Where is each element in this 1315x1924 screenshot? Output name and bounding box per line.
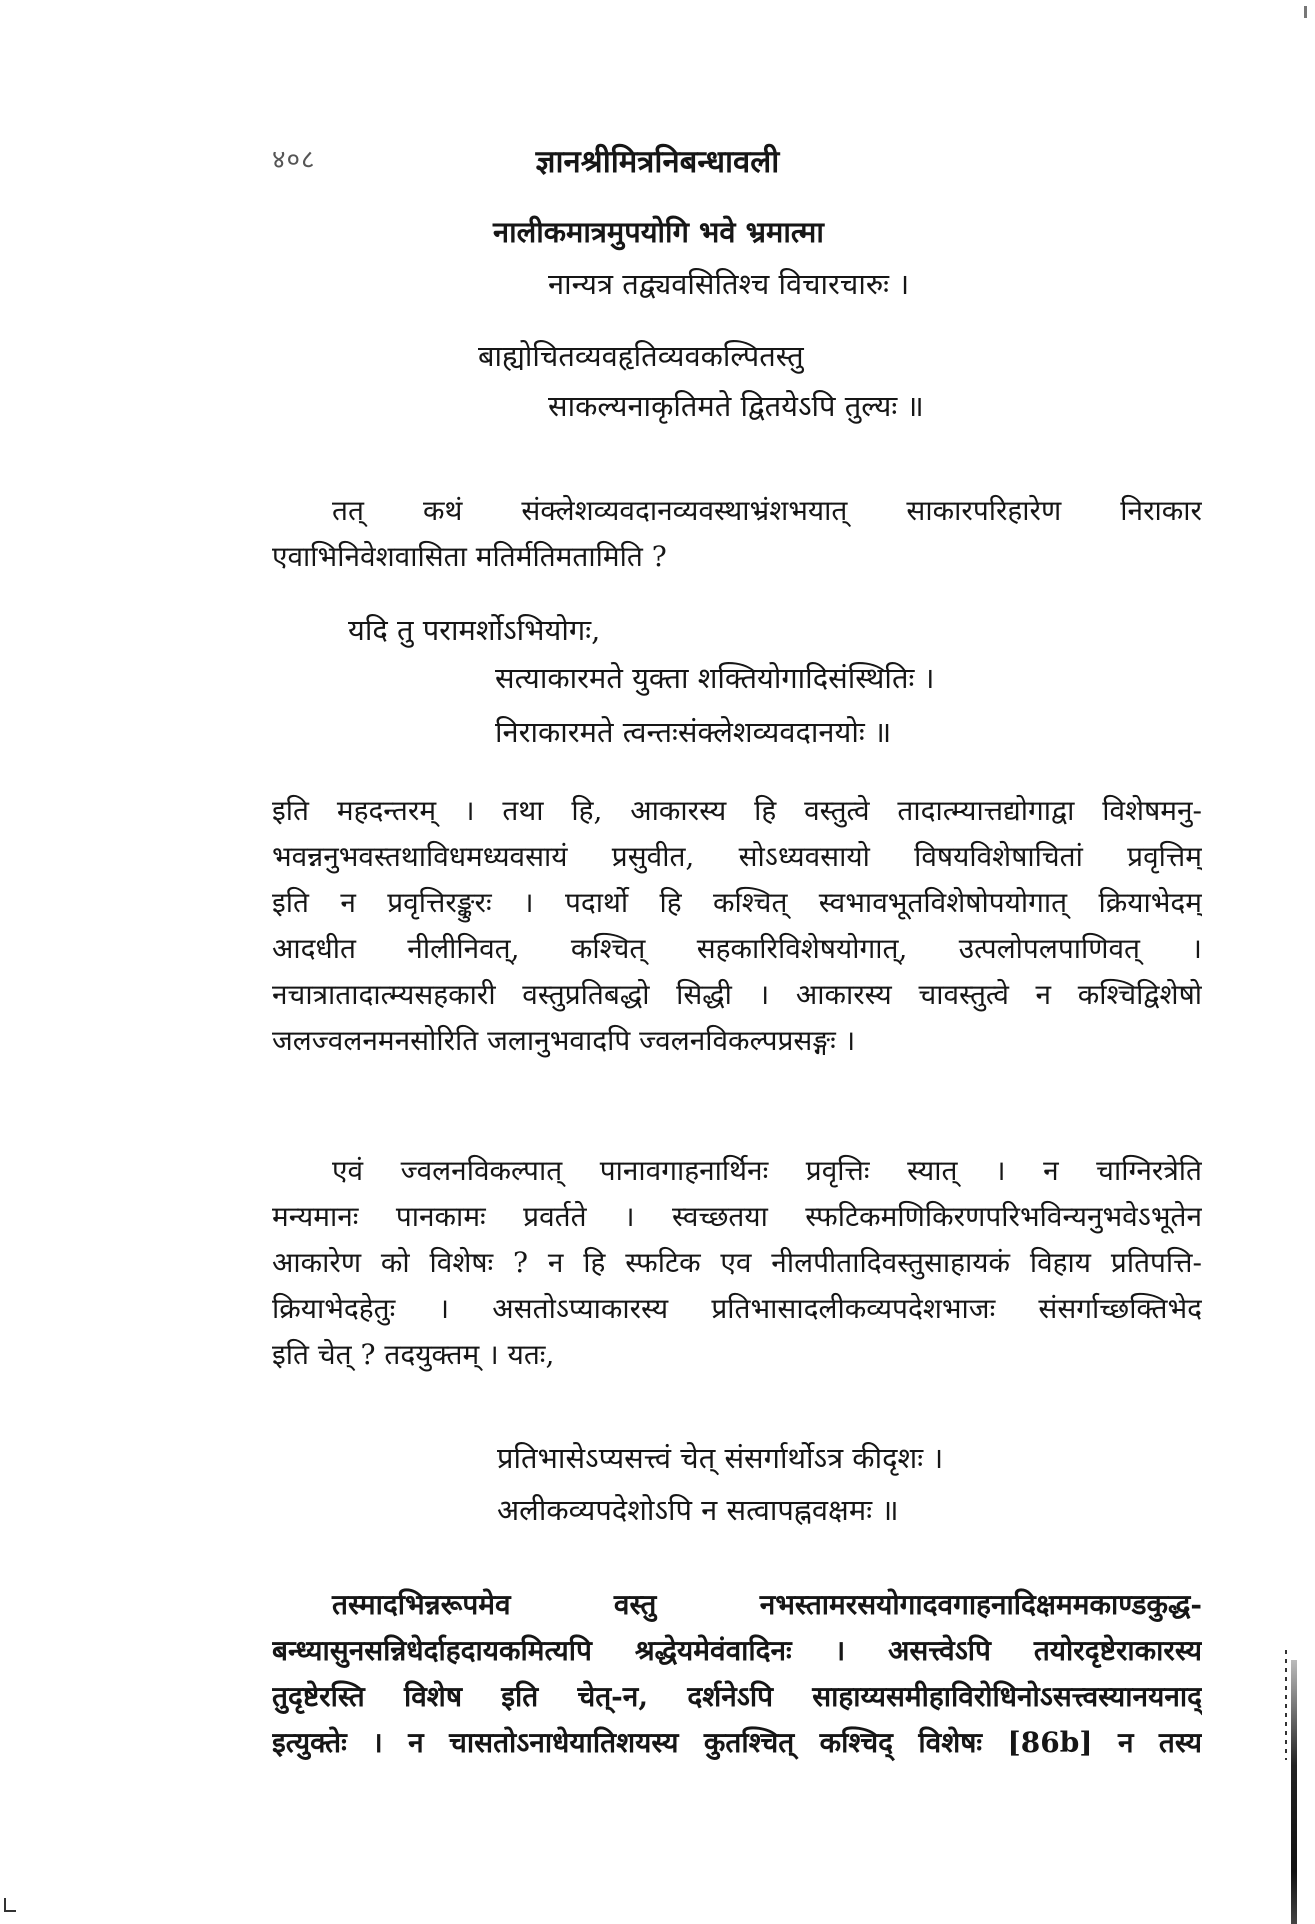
scan-mark [1304,6,1307,18]
paragraph-line: इति चेत् ? तदयुक्तम् । यतः, [272,1338,555,1371]
paragraph-line: तस्मादभिन्नरूपमेव वस्तु नभस्तामरसयोगादवगाहनादिक्षममकाण्डकुद्ध- [332,1588,1202,1621]
paragraph-line: इति न प्रवृत्तिरङ्कुरः । पदार्थो हि कश्चित् स्वभावभूतविशेषोपयोगात् क्रियाभेदम् [272,886,1202,919]
paragraph-line: इति महदन्तरम् । तथा हि, आकारस्य हि वस्तुत्वे तादात्म्यात्तद्योगाद्वा विशेषमनु- [272,794,1202,827]
paragraph-line: जलज्वलनमनसोरिति जलानुभवादपि ज्वलनविकल्पप्रसङ्गः । [272,1024,856,1057]
paragraph-line: आदधीत नीलीनिवत्, कश्चित् सहकारिविशेषयोगात्, उत्पलोपलपाणिवत् । [272,932,1202,965]
paragraph-line: भवन्ननुभवस्तथाविधमध्यवसायं प्रसुवीत, सोऽध्यवसायो विषयविशेषाचितां प्रवृत्तिम् [272,840,1202,873]
objection-verse-line1: सत्याकारमते युक्ता शक्तियोगादिसंस्थितिः । [495,661,935,695]
verse2-line1: प्रतिभासेऽप्यसत्त्वं चेत् संसर्गार्थोऽत्र कीदृशः । [497,1441,944,1475]
paragraph-line: मन्यमानः पानकामः प्रवर्तते । स्वच्छतया स्फटिकमणिकिरणपरिभविन्यनुभवेऽभूतेन [272,1200,1202,1233]
verse2-line2: अलीकव्यपदेशोऽपि न सत्वापह्नवक्षमः ॥ [497,1493,899,1527]
paragraph-line: इत्युक्तेः । न चासतोऽनाधेयातिशयस्य कुतश्चित् कश्चिद् विशेषः [86b] न तस्य [272,1726,1202,1759]
paragraph-line: बन्ध्यासुनसन्निधेर्दाहदायकमित्यपि श्रद्धेयमेवंवादिनः । असत्त्वेऽपि तयोरदृष्टेराकारस्य [272,1634,1202,1667]
paragraph-3 [272,1148,1202,1378]
paragraph-1 [272,488,1202,580]
paragraph-line: एवाभिनिवेशवासिता मतिर्मतिमतामिति ? [272,540,667,573]
page-number: ४०८ [272,145,316,175]
paragraph-line: तुदृष्टेरस्ति विशेष इति चेत्-न, दर्शनेऽपि साहाय्यसमीहाविरोधिनोऽसत्त्वस्यानयनाद् [272,1680,1202,1713]
scan-mark [1285,1650,1287,1760]
paragraph-2 [272,788,1202,1064]
paragraph-4 [272,1582,1202,1766]
paragraph-line: नचात्रातादात्म्यसहकारी वस्तुप्रतिबद्धो सिद्धी । आकारस्य चावस्तुत्वे न कश्चिद्विशेषो [272,978,1202,1011]
binding-edge-shadow [1291,1660,1297,1924]
paragraph-line: आकारेण को विशेषः ? न हि स्फटिक एव नीलपीतादिवस्तुसाहायकं विहाय प्रतिपत्ति- [272,1246,1202,1279]
paragraph-line: तत् कथं संक्लेशव्यवदानव्यवस्थाभ्रंशभयात् साकारपरिहारेण निराकार [332,494,1202,527]
verse1-line4: साकल्यनाकृतिमते द्वितयेऽपि तुल्यः ॥ [548,389,924,423]
verse1-line3: बाह्योचितव्यवहृतिव्यवकल्पितस्तु [478,339,804,373]
objection-intro: यदि तु परामर्शोऽभियोगः, [348,613,601,647]
verse1-line2: नान्यत्र तद्व्यवसितिश्च विचारचारुः । [548,267,910,301]
paragraph-line: क्रियाभेदहेतुः । असतोऽप्याकारस्य प्रतिभासादलीकव्यपदेशभाजः संसर्गाच्छक्तिभेद [272,1292,1202,1325]
running-title: ज्ञानश्रीमित्रनिबन्धावली [535,144,780,180]
paragraph-line: एवं ज्वलनविकल्पात् पानावगाहनार्थिनः प्रवृत्तिः स्यात् । न चाग्निरत्रेति [332,1154,1202,1187]
scan-mark [4,1898,16,1912]
verse1-line1: नालीकमात्रमुपयोगि भवे भ्रमात्मा [493,215,824,249]
objection-verse-line2: निराकारमते त्वन्तःसंक्लेशव्यवदानयोः ॥ [495,715,892,749]
